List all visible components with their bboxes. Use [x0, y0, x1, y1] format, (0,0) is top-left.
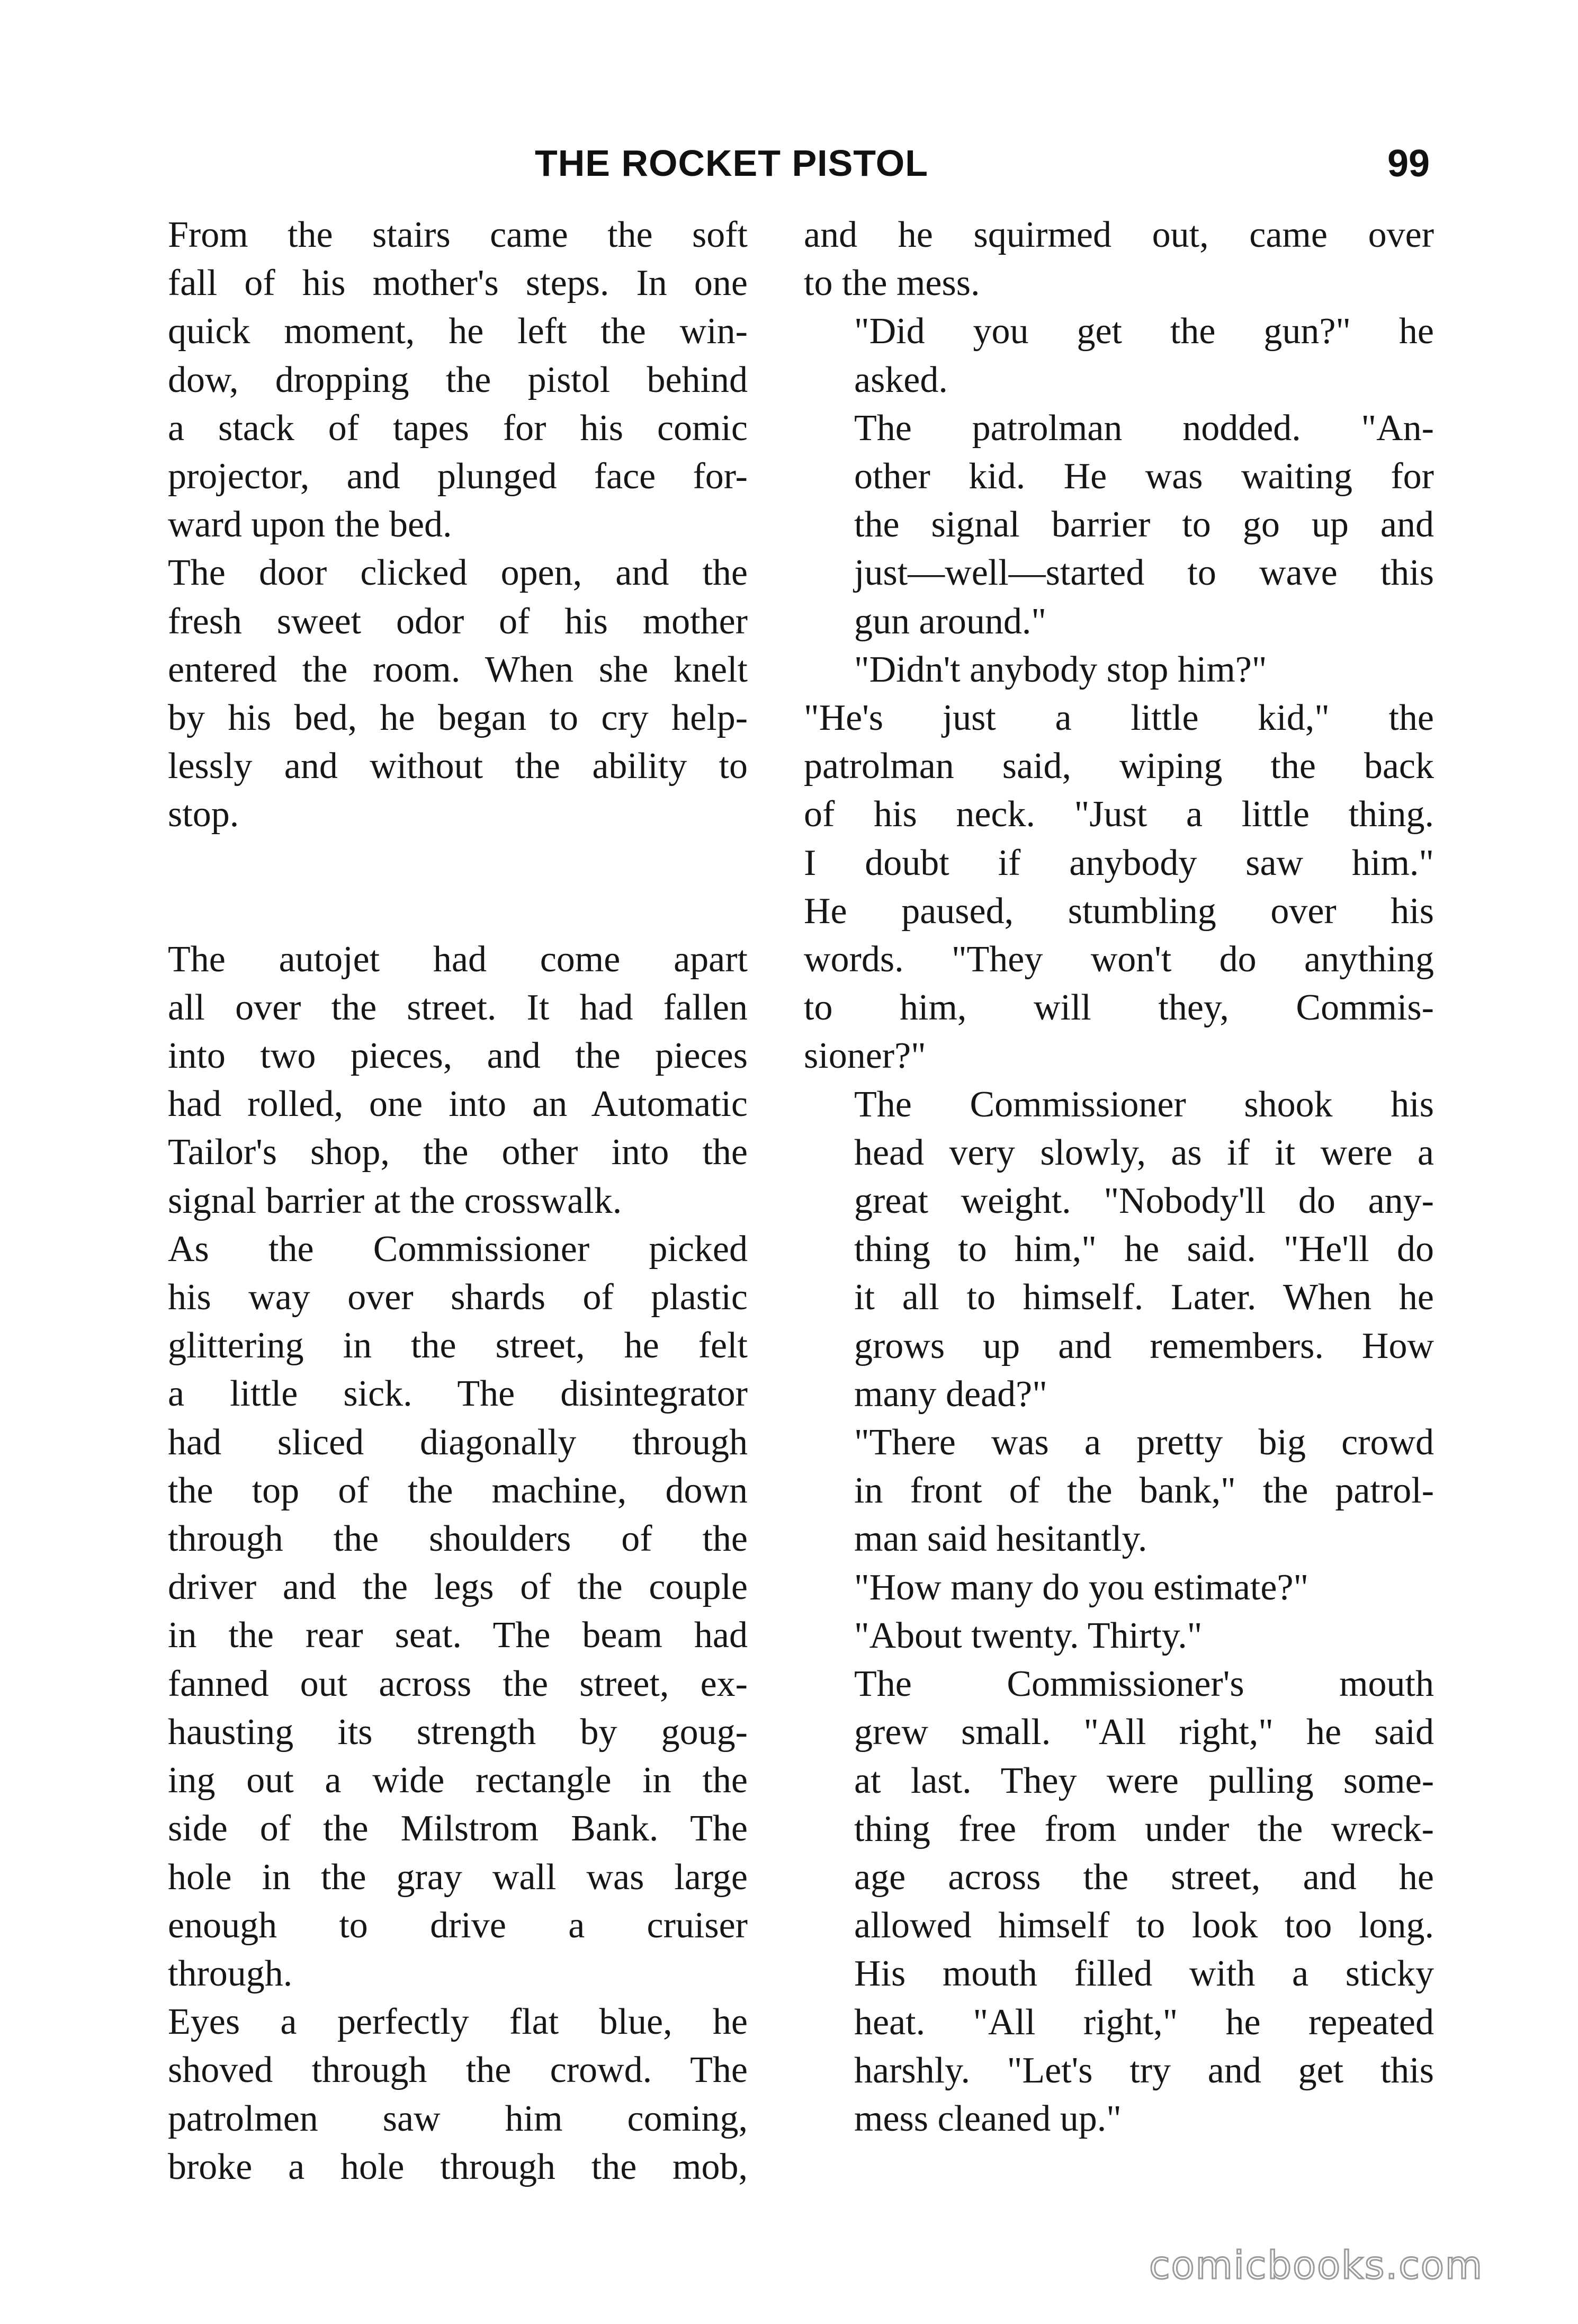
text-line: "Didn't anybody stop him?" — [854, 649, 1267, 690]
text-line: From the stairs came the soft — [168, 214, 748, 255]
text-line: ing out a wide rectangle in the — [168, 1760, 748, 1801]
text-line: projector, and plunged face for- — [168, 456, 748, 497]
text-line: through. — [168, 1953, 293, 1994]
text-line: asked. — [854, 359, 948, 400]
paragraph — [804, 1418, 1434, 1563]
text-line: fanned out across the street, ex- — [168, 1663, 748, 1704]
text-line: many dead?" — [854, 1373, 1047, 1415]
paragraph — [118, 549, 748, 838]
text-line: "He's just a little kid," the — [804, 698, 1434, 739]
text-line: The door clicked open, and the — [168, 552, 748, 594]
text-line: allowed himself to look too long. — [854, 1905, 1434, 1946]
text-line: shoved through the crowd. The — [168, 2050, 748, 2091]
text-line: quick moment, he left the win- — [168, 311, 748, 352]
text-line: had rolled, one into an Automatic — [168, 1084, 748, 1125]
text-line: I doubt if anybody saw him." — [804, 842, 1434, 883]
text-line: the top of the machine, down — [168, 1470, 748, 1511]
text-line: other kid. He was waiting for — [854, 456, 1434, 497]
text-line: His mouth filled with a sticky — [854, 1953, 1434, 1995]
text-line: The patrolman nodded. "An- — [854, 407, 1434, 449]
text-line: hausting its strength by goug- — [168, 1711, 748, 1753]
paragraph — [118, 1998, 748, 2191]
text-line: patrolmen saw him coming, — [168, 2098, 748, 2139]
text-line: just—well—started to wave this — [854, 552, 1434, 594]
text-line: it all to himself. Later. When he — [854, 1277, 1434, 1318]
text-line: Tailor's shop, the other into the — [168, 1132, 748, 1173]
text-line: in the rear seat. The beam had — [168, 1615, 748, 1656]
running-title: THE ROCKET PISTOL — [535, 142, 928, 184]
text-line: words. "They won't do anything — [804, 939, 1434, 980]
page-number: 99 — [1387, 142, 1430, 185]
text-line: harshly. "Let's try and get this — [854, 2050, 1434, 2091]
text-line: broke a hole through the mob, — [168, 2146, 748, 2187]
text-line: dow, dropping the pistol behind — [168, 359, 748, 400]
text-line: "Did you get the gun?" he — [854, 311, 1434, 352]
text-line: by his bed, he began to cry help- — [168, 698, 748, 739]
text-line: and he squirmed out, came over — [804, 214, 1434, 255]
paragraph — [118, 935, 748, 1225]
text-line: "There was a pretty big crowd — [854, 1422, 1434, 1463]
text-line: Eyes a perfectly flat blue, he — [168, 2001, 748, 2043]
left-text-column — [118, 211, 748, 2191]
paragraph — [804, 1080, 1434, 1418]
text-line: head very slowly, as if it were a — [854, 1132, 1434, 1173]
text-line: a little sick. The disintegrator — [168, 1373, 748, 1415]
text-line: side of the Milstrom Bank. The — [168, 1808, 748, 1849]
paragraph — [118, 211, 748, 549]
paragraph — [804, 694, 1434, 1080]
paragraph — [118, 1225, 748, 1998]
paragraph — [804, 307, 1434, 404]
text-line: As the Commissioner picked — [168, 1228, 748, 1270]
running-head — [0, 142, 1578, 190]
text-line: ward upon the bed. — [168, 504, 452, 546]
text-line: a stack of tapes for his comic — [168, 407, 748, 449]
section-break — [118, 839, 748, 935]
text-line: to him, will they, Commis- — [804, 987, 1434, 1029]
text-line: of his neck. "Just a little thing. — [804, 794, 1434, 835]
text-line: gun around." — [854, 601, 1046, 642]
text-line: "How many do you estimate?" — [854, 1567, 1309, 1608]
text-line: stop. — [168, 794, 239, 835]
text-line: his way over shards of plastic — [168, 1277, 748, 1318]
text-line: lessly and without the ability to — [168, 746, 748, 787]
text-line: thing to him," he said. "He'll do — [854, 1229, 1434, 1270]
text-line: driver and the legs of the couple — [168, 1567, 748, 1608]
text-line: patrolman said, wiping the back — [804, 746, 1434, 787]
text-line: to the mess. — [804, 263, 980, 304]
text-line: man said hesitantly. — [854, 1518, 1147, 1560]
text-line: age across the street, and he — [854, 1856, 1434, 1898]
text-line: grew small. "All right," he said — [854, 1712, 1434, 1753]
watermark: comicbooks.com — [1149, 2243, 1484, 2287]
text-line: entered the room. When she knelt — [168, 649, 748, 690]
text-line: He paused, stumbling over his — [804, 890, 1434, 932]
text-line: mess cleaned up." — [854, 2098, 1122, 2139]
text-line: great weight. "Nobody'll do any- — [854, 1181, 1434, 1222]
right-text-column — [804, 211, 1434, 2143]
paragraph — [804, 1612, 1434, 1660]
text-line: The autojet had come apart — [168, 938, 748, 980]
text-line: "About twenty. Thirty." — [854, 1615, 1203, 1656]
text-line: The Commissioner's mouth — [854, 1664, 1434, 1705]
text-line: thing free from under the wreck- — [854, 1808, 1434, 1849]
text-line: into two pieces, and the pieces — [168, 1035, 748, 1077]
text-line: at last. They were pulling some- — [854, 1760, 1434, 1801]
paragraph — [804, 646, 1434, 694]
text-line: grows up and remembers. How — [854, 1325, 1434, 1366]
text-line: all over the street. It had fallen — [168, 987, 748, 1028]
text-line: fresh sweet odor of his mother — [168, 601, 748, 642]
paragraph — [804, 404, 1434, 646]
text-line: glittering in the street, he felt — [168, 1325, 748, 1366]
text-line: The Commissioner shook his — [854, 1084, 1434, 1125]
text-line: signal barrier at the crosswalk. — [168, 1180, 622, 1221]
paragraph — [804, 1660, 1434, 2143]
text-line: enough to drive a cruiser — [168, 1905, 748, 1946]
text-line: heat. "All right," he repeated — [854, 2001, 1434, 2043]
text-line: hole in the gray wall was large — [168, 1856, 748, 1898]
text-line: fall of his mother's steps. In one — [168, 263, 748, 304]
paragraph — [804, 211, 1434, 307]
paragraph — [804, 1563, 1434, 1612]
text-line: sioner?" — [804, 1035, 926, 1077]
text-line: had sliced diagonally through — [168, 1422, 748, 1463]
text-line: through the shoulders of the — [168, 1518, 748, 1560]
text-line: the signal barrier to go up and — [854, 504, 1434, 546]
text-line: in front of the bank," the patrol- — [854, 1470, 1434, 1512]
